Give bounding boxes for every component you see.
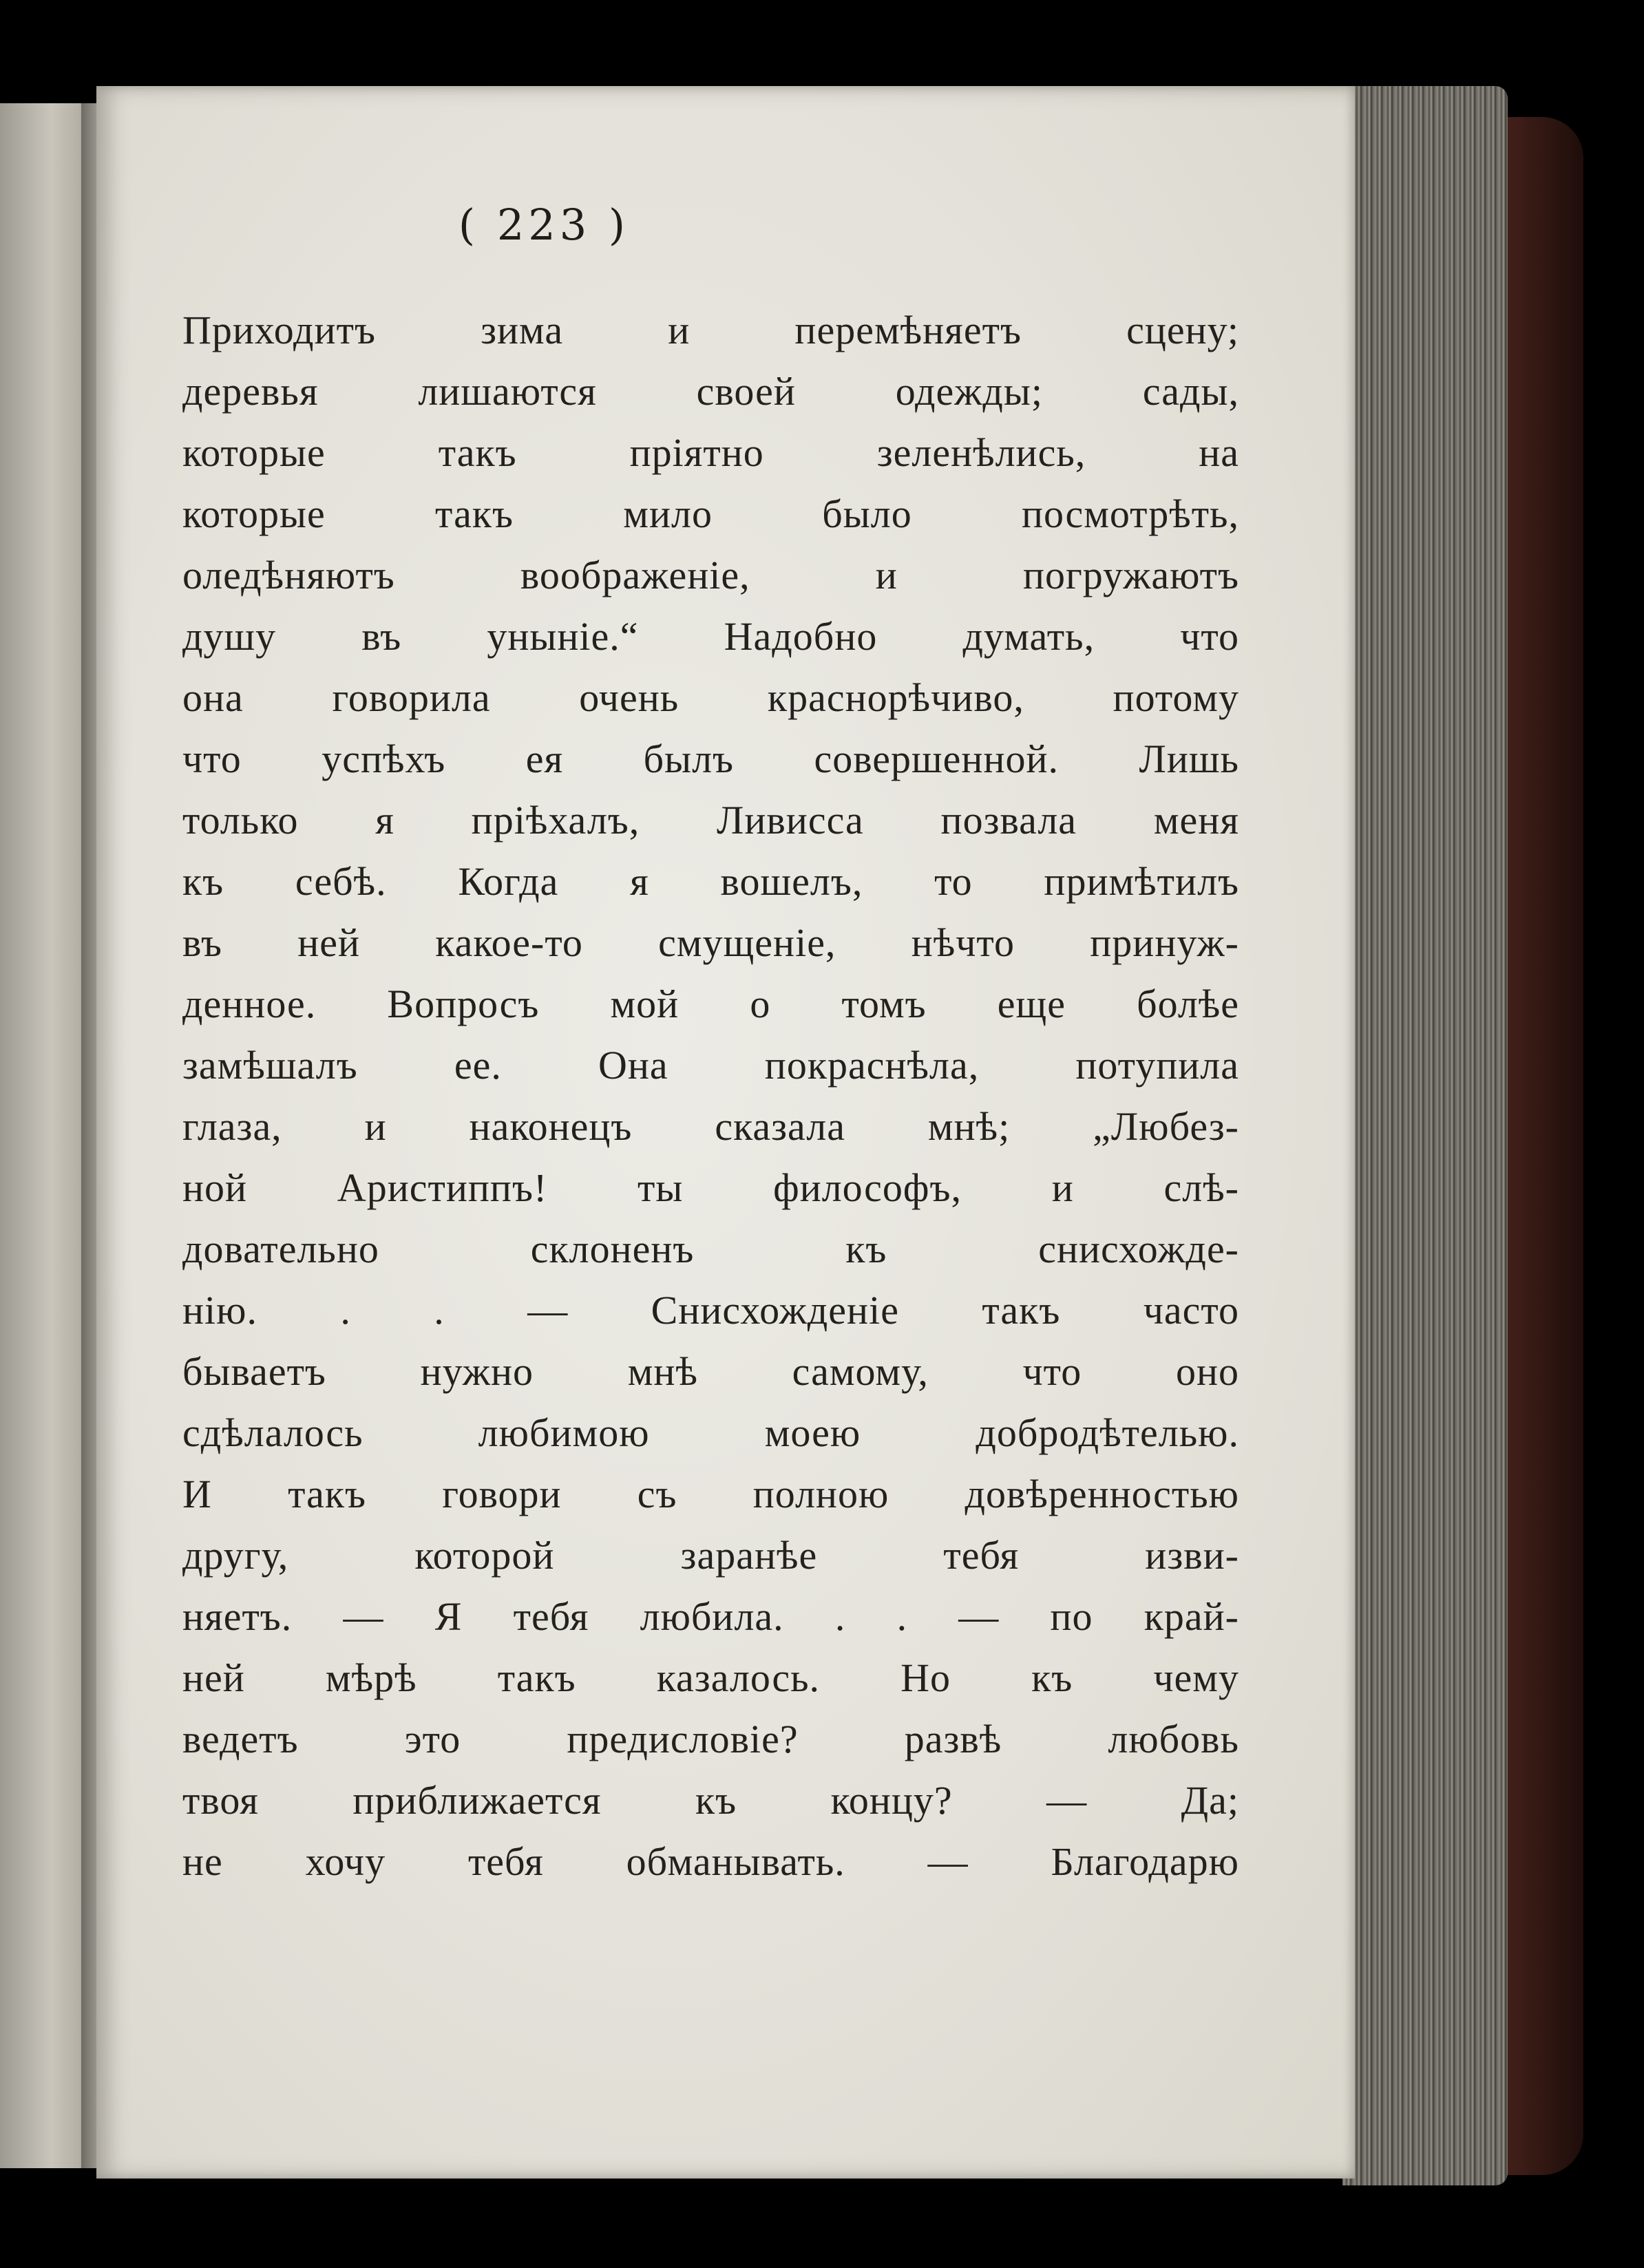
text-line: И такъ говори съ полною довѣренностью (182, 1472, 1239, 1516)
text-line: глаза, и наконецъ сказала мнѣ; „Любез- (182, 1104, 1239, 1149)
previous-page-slice (0, 103, 93, 2168)
page-number: ( 223 ) (458, 200, 630, 250)
text-line: бываетъ нужно мнѣ самому, что оно (182, 1349, 1239, 1394)
text-line: денное. Вопросъ мой о томъ еще болѣе (182, 982, 1239, 1026)
text-line: другу, которой заранѣе тебя изви- (182, 1533, 1239, 1578)
text-line: что успѣхъ ея былъ совершенной. Лишь (182, 736, 1239, 781)
text-line: только я пріѣхалъ, Ливисса позвала меня (182, 798, 1239, 842)
text-line: которые такъ мило было посмотрѣть, (182, 491, 1239, 536)
page-text-block (182, 299, 1239, 1892)
text-line: Приходитъ зима и перемѣняетъ сцену; (182, 308, 1239, 352)
text-line: душу въ уныніе.“ Надобно думать, что (182, 614, 1239, 659)
book-page (96, 86, 1355, 2179)
text-line: ной Аристиппъ! ты философъ, и слѣ- (182, 1165, 1239, 1210)
text-line: ведетъ это предисловіе? развѣ любовь (182, 1717, 1239, 1761)
text-line: сдѣлалось любимою моею добродѣтелью. (182, 1410, 1239, 1455)
text-line: замѣшалъ ее. Она покраснѣла, потупила (182, 1043, 1239, 1088)
text-line: не хочу тебя обманывать. — Благодарю (182, 1839, 1239, 1884)
text-line: деревья лишаются своей одежды; сады, (182, 369, 1239, 414)
page-edges-stack (1342, 86, 1508, 2185)
text-line: въ ней какое-то смущеніе, нѣчто принуж- (182, 920, 1239, 965)
text-line: няетъ. — Я тебя любила. . . — по край- (182, 1594, 1239, 1639)
text-line: оледѣняютъ воображеніе, и погружаютъ (182, 553, 1239, 597)
text-line: ней мѣрѣ такъ казалось. Но къ чему (182, 1655, 1239, 1700)
text-line: она говорила очень краснорѣчиво, потому (182, 675, 1239, 720)
text-line: которые такъ пріятно зеленѣлись, на (182, 430, 1239, 475)
text-line: твоя приближается къ концу? — Да; (182, 1778, 1239, 1823)
text-line: къ себѣ. Когда я вошелъ, то примѣтилъ (182, 859, 1239, 904)
text-line: нію. . . — Снисхожденіе такъ часто (182, 1288, 1239, 1333)
text-line: довательно склоненъ къ снисхожде- (182, 1227, 1239, 1271)
